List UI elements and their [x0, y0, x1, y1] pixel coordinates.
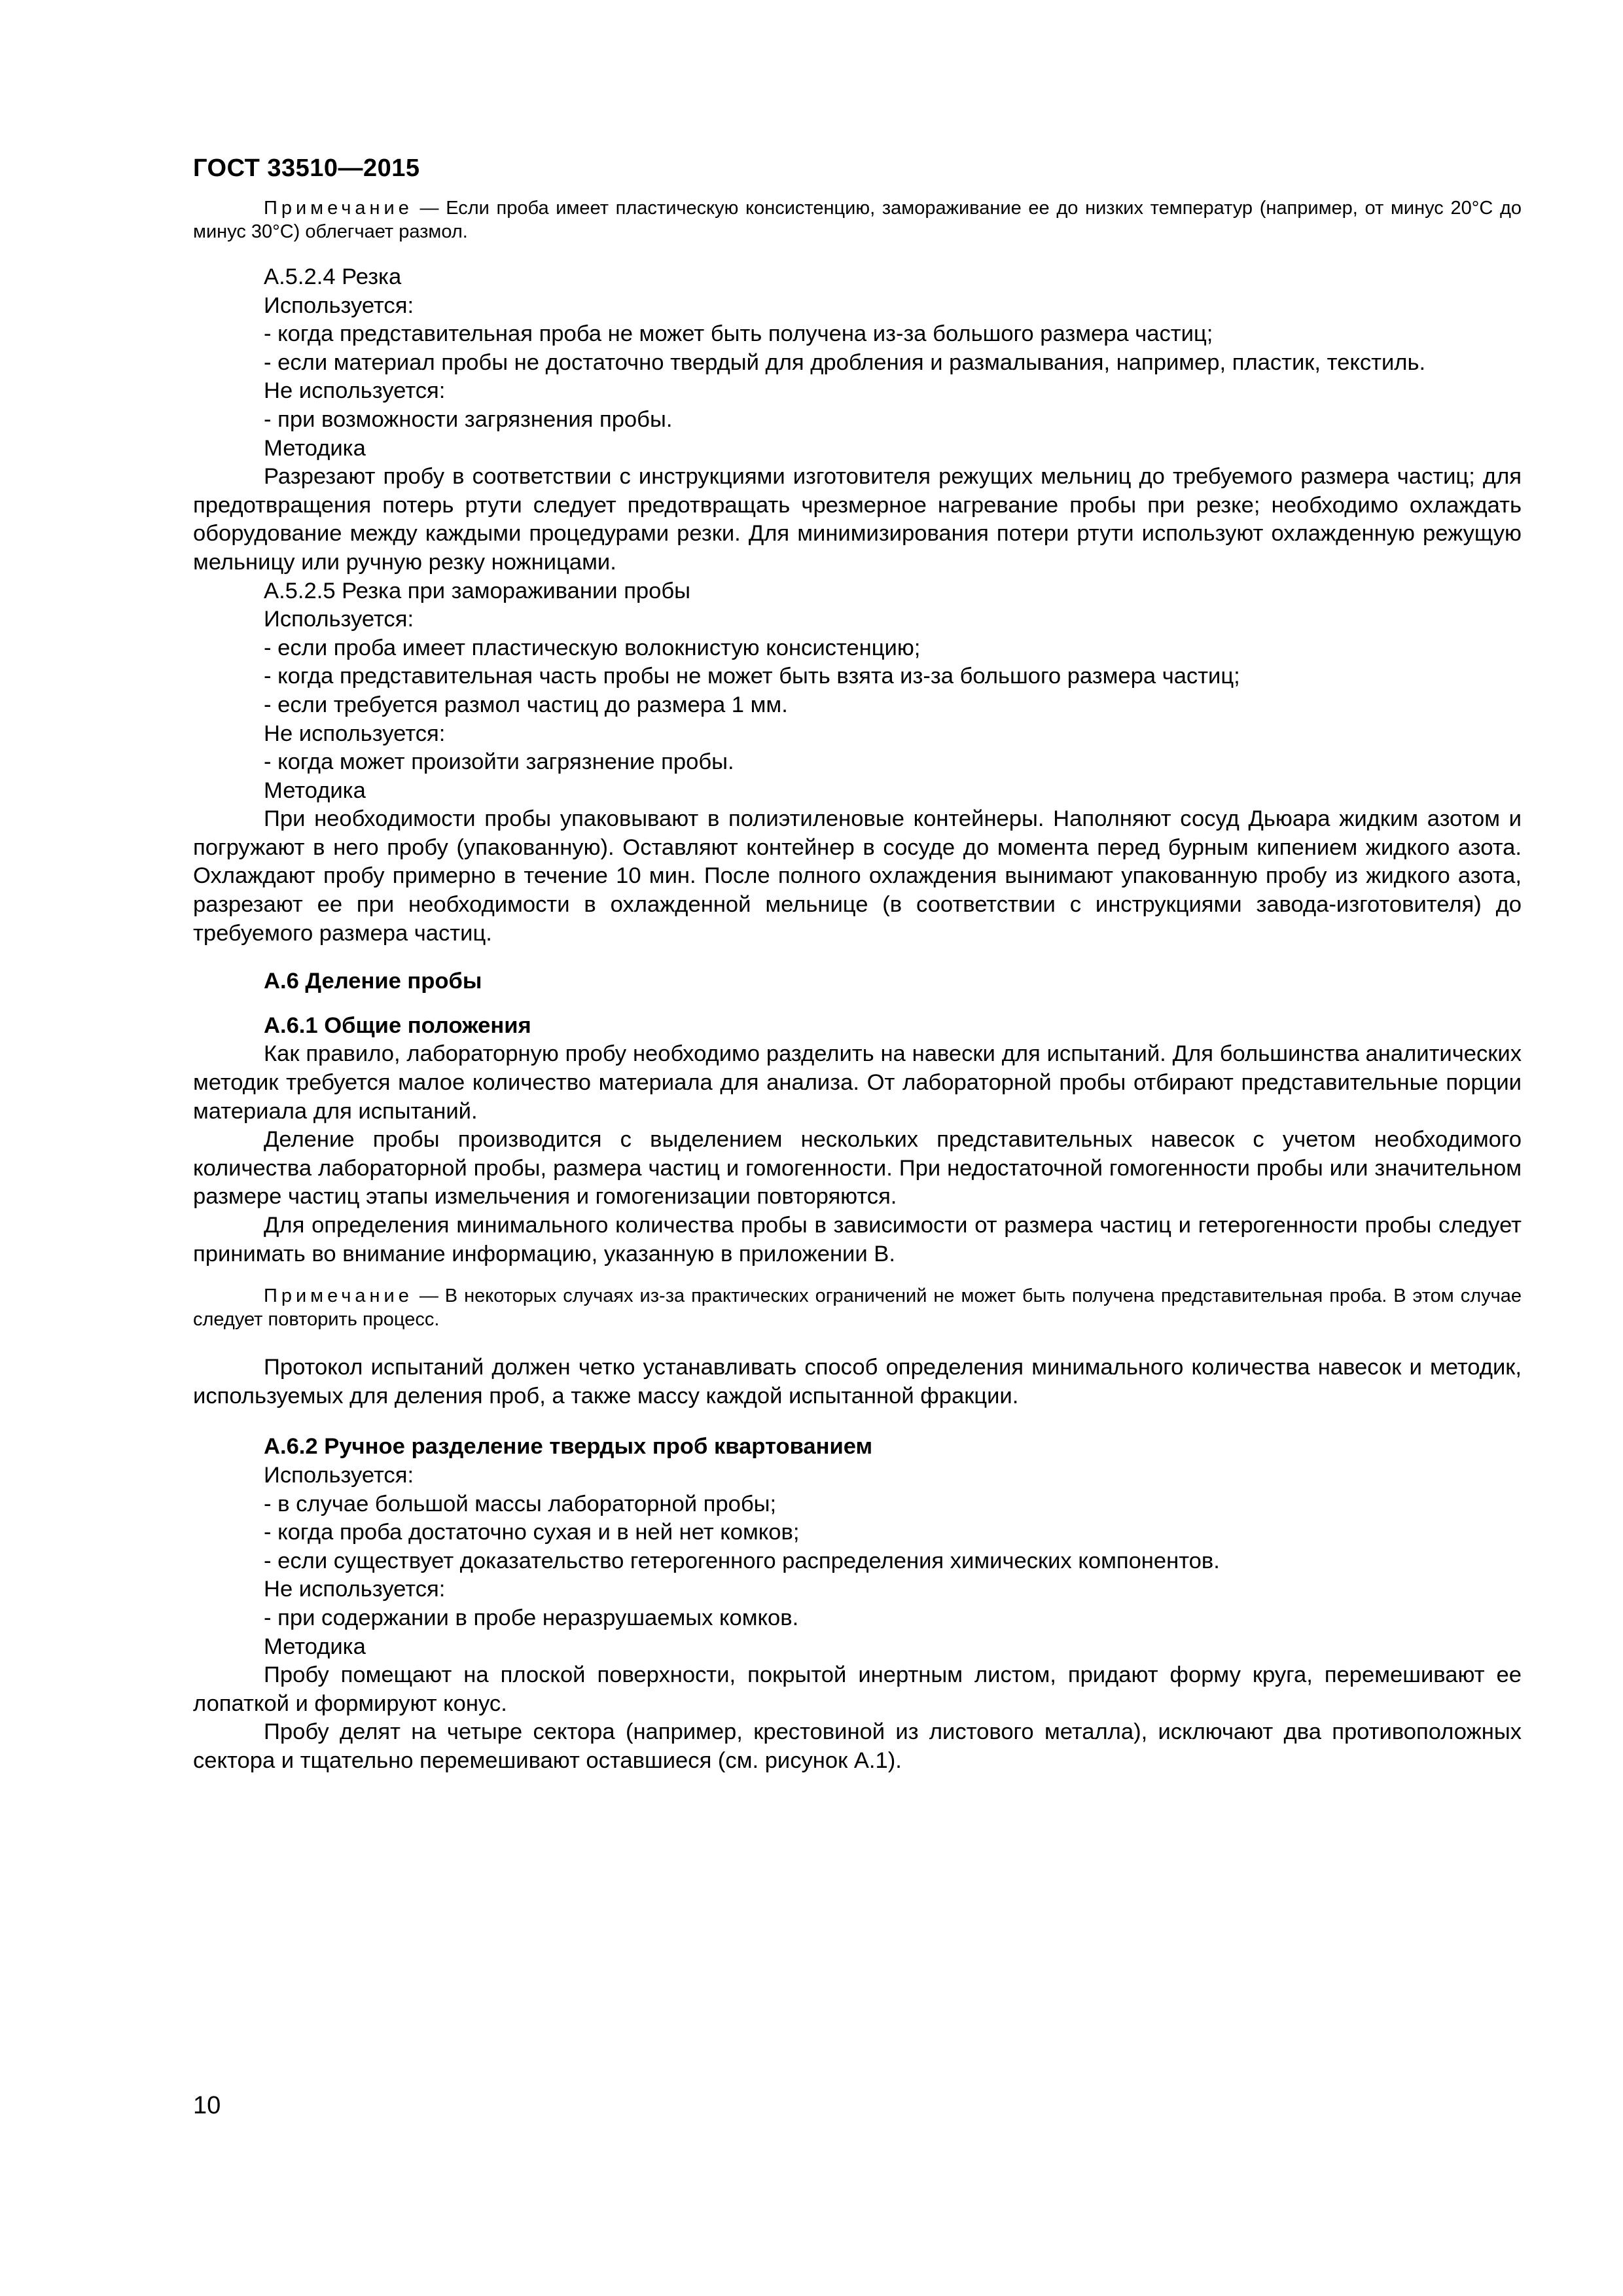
- standard-code-header: ГОСТ 33510—2015: [193, 154, 420, 182]
- method-label: Методика: [264, 1634, 366, 1659]
- document-body: [193, 196, 1522, 1776]
- section-heading-a62: А.6.2 Ручное разделение твердых проб квартованием: [264, 1434, 873, 1460]
- used-label: Используется:: [264, 1462, 414, 1488]
- section-title-a524: А.5.2.4 Резка: [264, 264, 402, 289]
- list-item: - если требуется размол частиц до размера 1 мм.: [264, 692, 788, 717]
- method-paragraph: Пробу помещают на плоской поверхности, покрытой инертным листом, придают форму круга, перемешивают ее лопаткой и формируют конус.: [193, 1662, 1522, 1716]
- not-used-label: Не используется:: [264, 721, 446, 746]
- note-paragraph: [193, 1284, 1522, 1331]
- list-item: - если проба имеет пластическую волокнистую консистенцию;: [264, 635, 921, 660]
- section-heading-a6: А.6 Деление пробы: [264, 969, 482, 994]
- used-label: Используется:: [264, 607, 414, 632]
- note-paragraph: [193, 196, 1522, 243]
- list-item: - при содержании в пробе неразрушаемых комков.: [264, 1605, 799, 1630]
- list-item: - когда может произойти загрязнение пробы.: [264, 749, 734, 775]
- method-label: Методика: [264, 778, 366, 803]
- method-paragraph: Пробу делят на четыре сектора (например, крестовиной из листового металла), исключают два противоположных сектора и тщательно перемешивают оставшиеся (см. рисунок А.1).: [193, 1719, 1522, 1773]
- list-item: - в случае большой массы лабораторной пробы;: [264, 1491, 777, 1516]
- note-label: Примечание: [264, 198, 413, 219]
- body-paragraph: Для определения минимального количества пробы в зависимости от размера частиц и гетерогенности пробы следует принимать во внимание информацию, указанную в приложении В.: [193, 1213, 1522, 1266]
- list-item: - если существует доказательство гетерогенного распределения химических компонентов.: [264, 1548, 1220, 1573]
- method-label: Методика: [264, 435, 366, 461]
- method-paragraph: При необходимости пробы упаковывают в полиэтиленовые контейнеры. Наполняют сосуд Дьюара жидким азотом и погружают в него пробу (упакованную). Оставляют контейнер в сосуде до момента перед бурным кипением жидкого азота. Охлаждают пробу примерно в течение 10 мин. После полного охлаждения вынимают упакованную пробу из жидкого азота, разрезают ее при необходимости в охлажденной мельнице (в соответствии с инструкциями завода-изготовителя) до требуемого размера частиц.: [193, 806, 1522, 946]
- used-label: Используется:: [264, 293, 414, 318]
- list-item: - если материал пробы не достаточно твердый для дробления и размалывания, например, пластик, текстиль.: [264, 350, 1426, 375]
- list-item: - когда представительная проба не может быть получена из-за большого размера частиц;: [264, 321, 1213, 347]
- page-number: 10: [193, 2092, 221, 2119]
- method-paragraph: Разрезают пробу в соответствии с инструкциями изготовителя режущих мельниц до требуемого размера частиц; для предотвращения потерь ртути следует предотвращать чрезмерное нагревание пробы при резке; необходимо охлаждать оборудование между каждыми процедурами резки. Для минимизирования потери ртути используют охлажденную режущую мельницу или ручную резку ножницами.: [193, 464, 1522, 575]
- body-paragraph: Деление пробы производится с выделением нескольких представительных навесок с учетом необходимого количества лабораторной пробы, размера частиц и гомогенности. При недостаточной гомогенности пробы или значительном размере частиц этапы измельчения и гомогенизации повторяются.: [193, 1127, 1522, 1210]
- list-item: - при возможности загрязнения пробы.: [264, 406, 673, 432]
- note-label: Примечание: [264, 1285, 413, 1307]
- list-item: - когда проба достаточно сухая и в ней нет комков;: [264, 1520, 800, 1545]
- note-text: — В некоторых случаях из-за практических ограничений не может быть получена представительная проба. В этом случае следует повторить процесс.: [193, 1285, 1522, 1331]
- section-heading-a61: А.6.1 Общие положения: [264, 1013, 531, 1038]
- protocol-paragraph: Протокол испытаний должен четко устанавливать способ определения минимального количества навесок и методик, используемых для деления проб, а также массу каждой испытанной фракции.: [193, 1355, 1522, 1408]
- body-paragraph: Как правило, лабораторную пробу необходимо разделить на навески для испытаний. Для большинства аналитических методик требуется малое количество материала для анализа. От лабораторной пробы отбирают представительные порции материала для испытаний.: [193, 1041, 1522, 1124]
- section-title-a525: А.5.2.5 Резка при замораживании пробы: [264, 578, 691, 603]
- list-item: - когда представительная часть пробы не может быть взята из-за большого размера частиц;: [264, 664, 1240, 689]
- not-used-label: Не используется:: [264, 1577, 446, 1602]
- note-text: — Если проба имеет пластическую консистенцию, замораживание ее до низких температур (например, от минус 20°С до минус 30°С) облегчает размол.: [193, 198, 1522, 242]
- not-used-label: Не используется:: [264, 378, 446, 404]
